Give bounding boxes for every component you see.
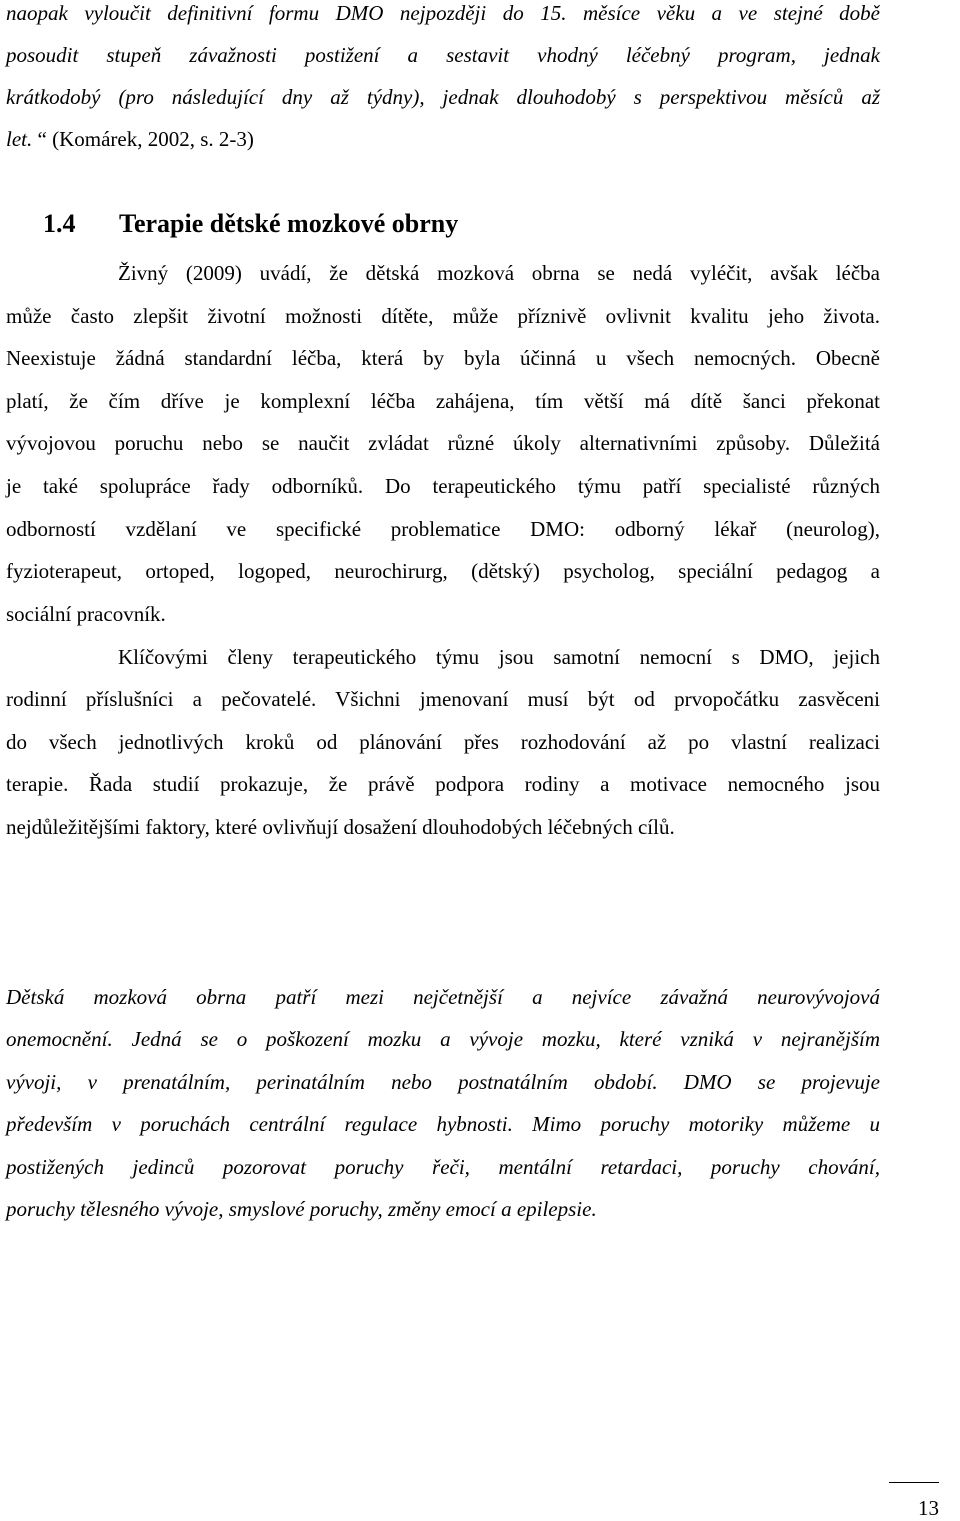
top-paragraph-line-4: [6, 126, 254, 152]
page-number: 13: [918, 1496, 939, 1520]
section-heading: [43, 207, 458, 241]
paragraph1-line-6: je také spolupráce řady odborníků. Do terapeutického týmu patří specialisté různých: [6, 474, 880, 498]
section-number: 1.4: [43, 209, 76, 238]
paragraph1-line-1: Živný (2009) uvádí, že dětská mozková obrna se nedá vyléčit, avšak léčba: [118, 261, 880, 285]
paragraph2-line-1: Klíčovými členy terapeutického týmu jsou samotní nemocní s DMO, jejich: [118, 645, 880, 669]
summary-line-2: onemocnění. Jedná se o poškození mozku a vývoje mozku, které vzniká v nejranějším: [6, 1027, 880, 1051]
paragraph1-line-9: sociální pracovník.: [6, 602, 166, 626]
top-paragraph-line-2: posoudit stupeň závažnosti postižení a sestavit vhodný léčebný program, jednak: [6, 43, 880, 67]
top-paragraph-line-1: naopak vyloučit definitivní formu DMO nejpozději do 15. měsíce věku a ve stejné době: [6, 1, 880, 25]
summary-line-4: především v poruchách centrální regulace hybnosti. Mimo poruchy motoriky můžeme u: [6, 1112, 880, 1136]
paragraph2-line-3: do všech jednotlivých kroků od plánování přes rozhodování až po vlastní realizaci: [6, 730, 880, 754]
paragraph1-line-7: odborností vzdělaní ve specifické problematice DMO: odborný lékař (neurolog),: [6, 517, 880, 541]
paragraph1-line-5: vývojovou poruchu nebo se naučit zvládat různé úkoly alternativními způsoby. Důležitá: [6, 431, 880, 455]
closing-quote: “: [37, 127, 47, 151]
summary-line-1: Dětská mozková obrna patří mezi nejčetnější a nejvíce závažná neurovývojová: [6, 985, 880, 1009]
paragraph2-line-5: nejdůležitějšími faktory, které ovlivňují dosažení dlouhodobých léčebných cílů.: [6, 815, 675, 839]
paragraph2-line-4: terapie. Řada studií prokazuje, že právě podpora rodiny a motivace nemocného jsou: [6, 772, 880, 796]
summary-line-6: poruchy tělesného vývoje, smyslové poruchy, změny emocí a epilepsie.: [6, 1197, 597, 1221]
top-paragraph-line-3: krátkodobý (pro následující dny až týdny), jednak dlouhodobý s perspektivou měsíců až: [6, 85, 880, 109]
page-number-rule: [889, 1482, 939, 1483]
top-paragraph-italic-end: let.: [6, 127, 33, 151]
citation: (Komárek, 2002, s. 2-3): [52, 127, 254, 151]
paragraph1-line-8: fyzioterapeut, ortoped, logoped, neurochirurg, (dětský) psycholog, speciální pedagog a: [6, 559, 880, 583]
paragraph2-line-2: rodinní příslušníci a pečovatelé. Všichni jmenovaní musí být od prvopočátku zasvěceni: [6, 687, 880, 711]
paragraph1-line-2: může často zlepšit životní možnosti dítěte, může příznivě ovlivnit kvalitu jeho života.: [6, 304, 880, 328]
paragraph1-line-3: Neexistuje žádná standardní léčba, která by byla účinná u všech nemocných. Obecně: [6, 346, 880, 370]
summary-line-3: vývoji, v prenatálním, perinatálním nebo postnatálním období. DMO se projevuje: [6, 1070, 880, 1094]
section-title: Terapie dětské mozkové obrny: [119, 209, 459, 238]
summary-line-5: postižených jedinců pozorovat poruchy řeči, mentální retardaci, poruchy chování,: [6, 1155, 880, 1179]
paragraph1-line-4: platí, že čím dříve je komplexní léčba zahájena, tím větší má dítě šanci překonat: [6, 389, 880, 413]
